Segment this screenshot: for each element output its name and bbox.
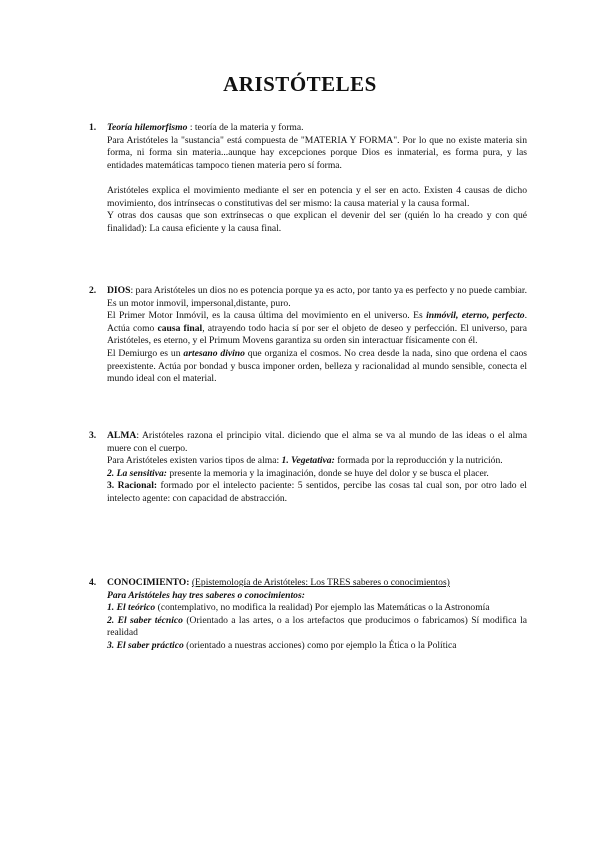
section-heading-rest: (Epistemología de Aristóteles: Los TRES saberes o conocimientos) [191,577,450,588]
section-alma [89,430,527,506]
section-heading-line [107,430,527,455]
section-heading: Teoría hilemorfismo [107,122,188,133]
text-run: Para Aristóteles existen varios tipos de alma: [107,455,282,467]
paragraph [107,310,527,348]
text-emphasis: 3. Racional: [107,480,158,492]
text-run: , atrayendo todo hacia sí por ser el objeto de deseo y perfección. El universo, para Aristóteles, es eterno, y el Primum Movens garantiza su orden sin interactuar físicamente con él. [107,322,527,347]
section-conocimiento [89,577,527,653]
text-run: (Orientado a las artes, o a los artefactos que producimos o fabricamos) Sí modifica la realidad [107,614,527,639]
page-title: ARISTÓTELES [223,72,377,96]
text-emphasis: 2. La sensitiva: [107,467,167,479]
text-run: formada por la reproducción y la nutrición. [334,455,503,467]
paragraph: Para Aristóteles la "sustancia" está compuesta de "MATERIA Y FORMA". Por lo que no existe materia sin forma, ni forma sin materia...aunque hay excepciones porque Dios es inmaterial, es forma pura, y las entidades matemáticas tampoco tienen materia pero sí forma. [107,134,527,171]
section-heading: ALMA [107,430,137,441]
list-item [107,640,527,653]
text-run: presente la memoria y la imaginación, donde se huye del dolor y se busca el placer. [166,467,489,479]
subheading: Para Aristóteles hay tres saberes o conocimientos: [107,589,305,601]
section-heading: DIOS [107,285,131,296]
section-heading: CONOCIMIENTO: [107,577,190,588]
section-number: 3. [89,430,97,441]
section-heading-rest: : Aristóteles razona el principio vital. diciendo que el alma se va al mundo de las ideas o el alma muere con el cuerpo. [107,430,527,454]
paragraph [107,480,527,505]
section-heading-line [107,285,527,310]
text-emphasis: causa final [157,322,203,334]
text-run: . Actúa como [107,310,528,334]
text-emphasis: 1. El teórico [107,602,156,614]
paragraph: Y otras dos causas que son extrínsecas o que explican el devenir del ser (quién lo ha creado y con qué finalidad): La causa eficiente y la causa final. [107,210,527,234]
paragraph [107,455,527,468]
text-run: formado por el intelecto paciente: 5 sentidos, percibe las cosas tal cual son, por otro lado el intelecto agente: con capacidad de abstracción. [107,480,527,504]
section-heading-rest: : para Aristóteles un dios no es potencia porque ya es acto, por tanto ya es perfecto y no puede cambiar. Es un motor inmovil, impersonal,distante, puro. [107,285,527,309]
section-hilemorfismo [89,122,527,235]
list-item [107,615,527,640]
text-emphasis: 1. Vegetativa: [281,455,335,467]
section-heading-line [107,577,527,590]
text-run: El Primer Motor Inmóvil, es la causa última del movimiento en el universo. Es [107,310,427,322]
text-run: El Demiurgo es un [107,347,184,359]
section-number: 2. [89,285,97,296]
text-emphasis: 2. El saber técnico [107,614,183,626]
text-emphasis: artesano divino [183,347,245,359]
list-item [107,602,527,615]
section-heading-line [107,122,527,135]
section-dios [89,285,527,386]
text-run: (contemplativo, no modifica la realidad) Por ejemplo las Matemáticas o la Astronomía [155,602,490,614]
paragraph [107,468,527,481]
section-number: 4. [89,577,97,588]
text-run: que organiza el cosmos. No crea desde la nada, sino que ordena el caos preexistente. Actúa por bondad y busca imponer orden, belleza y racionalidad al mundo sensible, conecta el mundo ideal con el material. [107,347,527,385]
paragraph: Aristóteles explica el movimiento mediante el ser en potencia y el ser en acto. Existen 4 causas de dicho movimiento, dos intrínsecas o constitutivas del ser mismo: la causa material y la causa formal. [107,184,527,209]
paragraph [107,348,527,386]
section-heading-rest: : teoría de la materia y forma. [189,122,304,133]
text-emphasis: inmóvil, eterno, perfecto [426,310,525,322]
section-number: 1. [89,122,97,133]
text-emphasis: 3. El saber práctico [107,639,184,651]
text-run: (orientado a nuestras acciones) como por ejemplo la Ética o la Política [183,639,457,651]
